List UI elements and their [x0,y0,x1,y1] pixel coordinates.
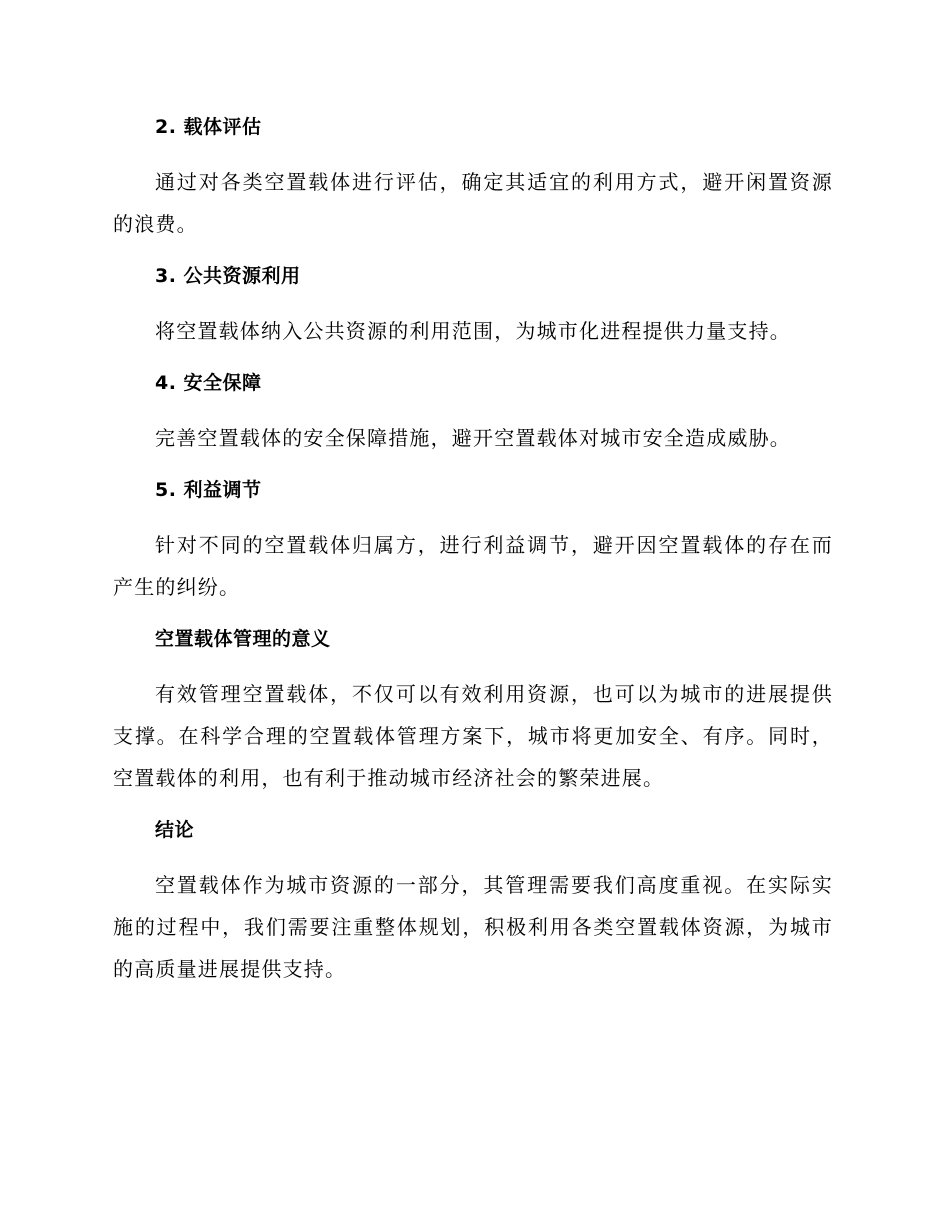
section-heading-public-resources: 3. 公共资源利用 [155,265,301,287]
section-text-assessment: 通过对各类空置载体进行评估，确定其适宜的利用方式，避开闲置资源的浪费。 [113,170,833,236]
section-text-significance: 有效管理空置载体，不仅可以有效利用资源，也可以为城市的进展提供支撑。在科学合理的空置载体管理方案下，城市将更加安全、有序。同时，空置载体的利用，也有利于推动城市经济社会的繁荣进展。 [113,682,833,790]
section-heading-interests: 5. 利益调节 [155,479,262,501]
document-body [113,110,833,1004]
section-heading-conclusion: 结论 [155,819,195,841]
section-text-interests: 针对不同的空置载体归属方，进行利益调节，避开因空置载体的存在而产生的纠纷。 [113,533,833,599]
section-heading-safety: 4. 安全保障 [155,372,262,394]
section-text-conclusion: 空置载体作为城市资源的一部分，其管理需要我们高度重视。在实际实施的过程中，我们需要注重整体规划，积极利用各类空置载体资源，为城市的高质量进展提供支持。 [113,873,833,981]
section-text-safety: 完善空置载体的安全保障措施，避开空置载体对城市安全造成威胁。 [155,426,791,450]
section-text-public-resources: 将空置载体纳入公共资源的利用范围，为城市化进程提供力量支持。 [155,319,791,343]
section-heading-assessment: 2. 载体评估 [155,116,262,138]
section-heading-significance: 空置载体管理的意义 [155,628,331,650]
